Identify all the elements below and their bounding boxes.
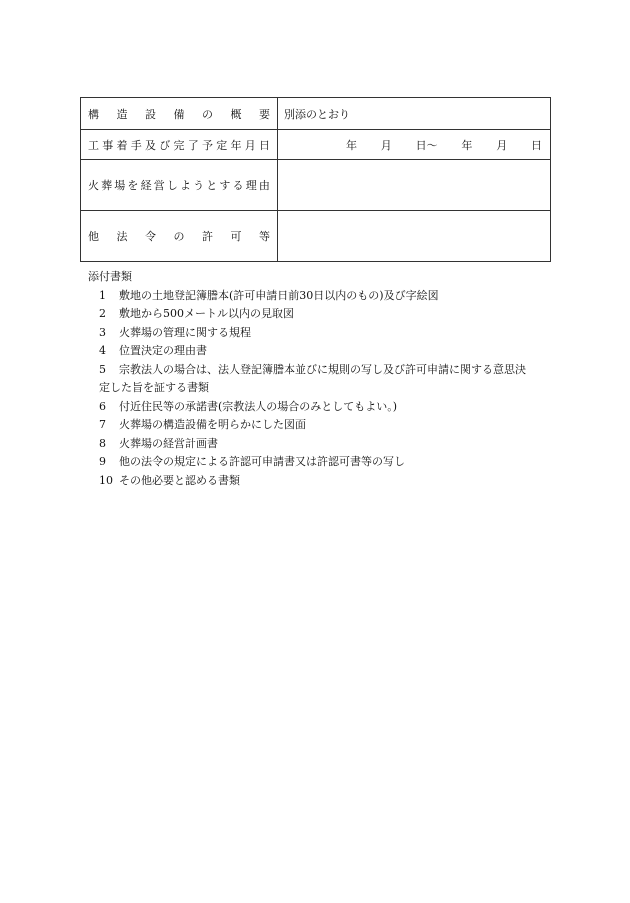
- label-char: 法: [116, 230, 128, 243]
- item-text: 宗教法人の場合は、法人登記簿謄本並びに規則の写し及び許可申請に関する意思決: [119, 362, 526, 376]
- item-number: 6: [99, 399, 106, 413]
- label-char: 要: [259, 107, 270, 121]
- label-char: 手: [130, 138, 142, 152]
- row-label-structure: [81, 98, 278, 130]
- list-item: [88, 435, 558, 454]
- date-part: 年: [461, 138, 473, 152]
- label-char: 月: [244, 138, 256, 152]
- label-char: 葬: [101, 179, 113, 192]
- row-label-reason: [81, 160, 278, 211]
- list-item: [88, 324, 558, 343]
- label-char: 定: [216, 138, 228, 152]
- list-item: [88, 342, 558, 361]
- item-number: 3: [99, 325, 106, 339]
- list-item: [88, 361, 558, 380]
- structure-value: 別添のとおり: [284, 107, 350, 121]
- label-char: し: [166, 179, 178, 192]
- item-text: 火葬場の構造設備を明らかにした図面: [119, 418, 306, 431]
- table-row: [81, 98, 551, 130]
- label-char: よ: [179, 179, 191, 192]
- item-number: 10: [99, 473, 113, 487]
- label-char: 備: [173, 107, 185, 121]
- label-char: 設: [145, 107, 156, 121]
- label-char: 及: [145, 138, 156, 152]
- label-char: 火: [88, 179, 99, 192]
- item-text: 付近住民等の承諾書(宗教法人の場合のみとしてもよい。): [119, 399, 398, 413]
- item-text: その他必要と認める書類: [119, 473, 240, 487]
- label-char: 事: [102, 138, 114, 152]
- label-char: 他: [88, 230, 99, 243]
- item-text: 敷地の土地登記簿謄本(許可申請日前30日以内のもの)及び字絵図: [119, 288, 439, 302]
- label-char: 工: [88, 138, 99, 152]
- label-char: の: [173, 230, 185, 243]
- list-item: [88, 398, 558, 417]
- table-row: [81, 130, 551, 160]
- list-item: [88, 287, 558, 306]
- row-label-schedule: [81, 130, 278, 160]
- list-item: [88, 472, 558, 491]
- label-char: 経: [140, 179, 152, 192]
- label-char: 理: [245, 179, 257, 192]
- table-row: [81, 160, 551, 211]
- row-value-structure: [278, 98, 551, 130]
- label-char: 年: [230, 138, 242, 152]
- item-number: 5: [99, 362, 106, 376]
- row-value-permits: [278, 211, 551, 262]
- label-char: 造: [116, 107, 128, 121]
- item-text: 他の法令の規定による許認可申請書又は許認可書等の写し: [119, 455, 405, 468]
- item-text: 火葬場の管理に関する規程: [119, 325, 251, 339]
- list-item: [88, 453, 558, 472]
- item-text: 敷地から500メートル以内の見取図: [119, 307, 294, 320]
- label-char: び: [159, 138, 171, 152]
- label-char: 日: [259, 138, 270, 152]
- date-part: 月: [380, 138, 392, 152]
- label-char: を: [127, 179, 139, 192]
- label-char: 営: [153, 179, 165, 192]
- list-item: [88, 305, 558, 324]
- label-char: 着: [116, 138, 128, 152]
- label-char: す: [219, 179, 231, 192]
- application-form-table: [80, 97, 551, 262]
- label-char: の: [202, 107, 213, 121]
- label-char: 概: [230, 107, 242, 121]
- item-number: 9: [99, 455, 106, 468]
- item-number: 1: [99, 288, 106, 302]
- label-char: と: [206, 179, 218, 192]
- item-text: 位置決定の理由書: [119, 344, 207, 357]
- item-text: 火葬場の経営計画書: [119, 436, 218, 450]
- attachments-section: [88, 268, 558, 490]
- label-char: 場: [114, 179, 126, 192]
- list-item: [88, 416, 558, 435]
- attachments-list: [88, 287, 558, 491]
- item-number: 7: [99, 418, 106, 431]
- label-char: 予: [202, 138, 213, 152]
- list-item-continuation: 定した旨を証する書類: [99, 381, 209, 394]
- label-char: 等: [259, 230, 270, 243]
- item-number: 2: [99, 307, 106, 320]
- row-value-reason: [278, 160, 551, 211]
- date-part: 日: [530, 138, 542, 152]
- schedule-dates: [278, 137, 550, 153]
- label-char: 令: [145, 230, 156, 243]
- row-label-permits: [81, 211, 278, 262]
- label-char: 由: [258, 179, 270, 192]
- label-char: 完: [173, 138, 185, 152]
- table-row: [81, 211, 551, 262]
- label-char: 可: [230, 230, 242, 243]
- label-char: 了: [187, 138, 199, 152]
- item-number: 4: [99, 344, 106, 357]
- label-char: 構: [88, 107, 99, 121]
- label-char: う: [193, 179, 205, 192]
- date-part: 年: [346, 138, 357, 152]
- item-number: 8: [99, 436, 106, 450]
- label-char: る: [232, 179, 244, 192]
- label-char: 許: [202, 230, 213, 243]
- row-value-schedule: [278, 130, 551, 160]
- date-part: 日〜: [415, 138, 438, 152]
- date-part: 月: [496, 138, 508, 152]
- attachments-title: 添付書類: [88, 270, 132, 283]
